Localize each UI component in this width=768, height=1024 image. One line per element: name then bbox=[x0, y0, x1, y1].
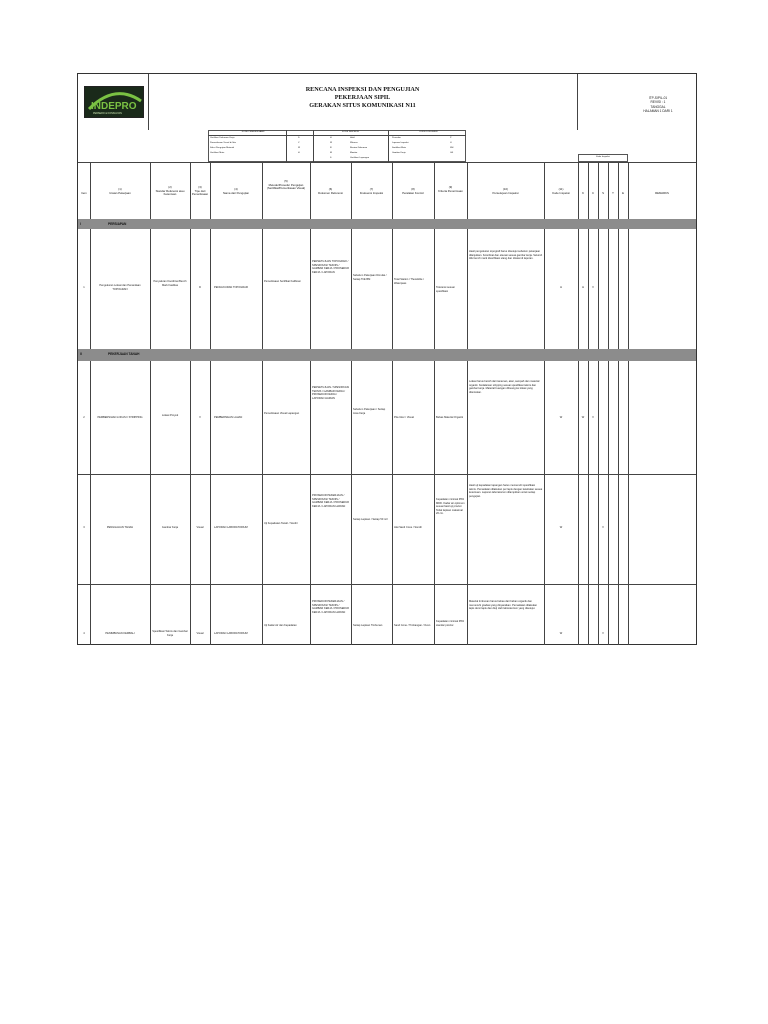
inspection-code-box-title: Kode Inspeksi bbox=[596, 156, 610, 158]
row3-tipe: Visual bbox=[196, 526, 204, 529]
legend-col2-item: Review Dokumen bbox=[350, 147, 368, 149]
col-header-k: K bbox=[582, 191, 584, 195]
row4-uraian: PENIMBUNAN KEMBALI bbox=[105, 632, 135, 635]
section-header: I PERSIAPAN bbox=[78, 219, 696, 229]
row3-frekuensi: Setiap Lapisan / Setiap 50 m3 bbox=[353, 518, 388, 521]
row4-tipe: Visual bbox=[196, 632, 204, 635]
row3-item: 3 bbox=[83, 526, 85, 529]
row1-dokumen: PERSETUJUAN TOPOGRAFI / SPESIFIKASI TEKNIS / GAMBAR KERJA / PROSEDUR KERJA / LAPORAN bbox=[312, 260, 350, 274]
legend-col2-item: Witness bbox=[350, 142, 358, 144]
row1-k: H bbox=[582, 286, 584, 289]
col-header-c: C bbox=[591, 191, 595, 195]
row1-peralatan: Total Station / Theodolite / Waterpass bbox=[394, 278, 424, 285]
col-header-dokumen: (6) Dokumen Referensi bbox=[318, 187, 343, 195]
col-header-kode: (11) Kode Inspeksi bbox=[552, 187, 570, 195]
legend-col3-item: Prosedur bbox=[392, 137, 401, 139]
col-header-tipe: (3) Tipe dari Pemeriksaan bbox=[191, 185, 209, 197]
row3-peralatan: Alat Sand Cone / Sondir bbox=[394, 526, 422, 529]
legend-col3-code: P bbox=[450, 137, 452, 139]
document-title bbox=[150, 86, 575, 111]
legend-col2-code: W bbox=[330, 142, 333, 144]
row3-uraian: PENGGALIAN TANAH bbox=[106, 526, 134, 529]
legend-col3-item: Laporan Inspeksi bbox=[392, 142, 409, 144]
logo-swoosh-icon bbox=[85, 87, 143, 117]
col-header-item: Item bbox=[81, 191, 87, 195]
meta-code: ITP-SIPIL-01 bbox=[648, 96, 668, 100]
row4-metode: Uji Kadar Air dan Kepadatan bbox=[264, 624, 297, 627]
col-header-t: T bbox=[612, 191, 614, 195]
row1-c: V bbox=[592, 286, 594, 289]
meta-date: TANGGAL bbox=[650, 104, 666, 109]
col-header-standar: (2) Standar Referensi atau Ketentuan bbox=[155, 185, 185, 197]
col-header-remarks: REMARKS bbox=[655, 191, 669, 195]
row1-nama: PENGUKURAN TOPOGRAFI bbox=[214, 286, 249, 289]
row2-item: 2 bbox=[83, 416, 85, 419]
row4-item: 4 bbox=[83, 632, 85, 635]
legend-col3-code: LI bbox=[450, 142, 452, 144]
meta-revision: REVISI : 1 bbox=[650, 100, 666, 105]
section-header: II PEKERJAAN TANAH bbox=[78, 349, 696, 361]
row2-dokumen: PERSETUJUAN / SPESIFIKASI TEKNIS / GAMBAR KERJA / PROSEDUR KERJA / LAPORAN HARIAN bbox=[312, 386, 350, 400]
col-header-metode: (5) Metode/Prosedur Pengujian (Sertifikat/Pemeriksaan Visual) bbox=[266, 179, 306, 191]
row1-kriteria: Toleransi sesuai spesifikasi bbox=[436, 286, 455, 293]
row4-peralatan: Sand Cone / Timbangan / Oven bbox=[394, 624, 431, 627]
legend-col1-item: Pemeriksaan Visual di Site bbox=[210, 142, 236, 144]
row2-k: W bbox=[581, 416, 585, 419]
row3-standar: Gambar Kerja bbox=[161, 526, 179, 529]
row1-tipe: D bbox=[199, 286, 201, 289]
legend-col2-item: Verifikasi Lapangan bbox=[350, 157, 370, 159]
row2-standar: Lokasi Proyek bbox=[161, 414, 179, 417]
legend-col1-item: Verifikasi Dokumen Kerja bbox=[210, 137, 235, 139]
legend-col1-code: D bbox=[298, 137, 300, 139]
legend-col3-code: GK bbox=[450, 152, 454, 154]
legend-col1-code: W bbox=[298, 147, 301, 149]
legend-col2-title: KODE INSPEKSI bbox=[342, 131, 359, 133]
legend-col1-title: KODE PEMERIKSAAN bbox=[241, 131, 265, 133]
legend-col2-item: Hold bbox=[350, 137, 355, 139]
row1-frekuensi: Sebelum Pekerjaan Dimulai / Setiap Titik BM bbox=[353, 274, 387, 281]
row2-frekuensi: Sebelum Pekerjaan / Setiap Area Kerja bbox=[353, 408, 386, 415]
legend-col3-item: Gambar Kerja bbox=[392, 152, 406, 154]
col-header-e: E bbox=[622, 191, 624, 195]
row1-persetujuan: Hasil pengukuran topografi harus disetujui sebelum pekerjaan dilanjutkan. Koordinat dan elevasi sesuai gambar kerja. Seluruh titik bench mark diverifikasi ulang dan dicatat di laporan. bbox=[469, 250, 543, 260]
legend-col2-code: R bbox=[330, 147, 332, 149]
row3-dokumen: PROSEDUR PEKERJAAN / SPESIFIKASI TEKNIS / GAMBAR KERJA / PROSEDUR KERJA / LAPORAN HARIAN bbox=[312, 494, 350, 508]
legend-col2-code: S bbox=[330, 157, 332, 159]
row3-kode: W bbox=[559, 526, 563, 529]
row2-peralatan: Pita Ukur / Visual bbox=[394, 416, 414, 419]
row4-dokumen: PROSEDUR PEKERJAAN / SPESIFIKASI TEKNIS / GAMBAR KERJA / PROSEDUR KERJA / LAPORAN HARIAN bbox=[312, 600, 350, 614]
col-header-s: S bbox=[602, 191, 604, 195]
row4-persetujuan: Material timbunan harus bebas dari bahan organik dan memenuhi gradasi yang disyaratkan. Pemadatan dilakukan lapis demi lapis dan diuji oleh laboratorium yang disetujui. bbox=[469, 600, 538, 610]
row1-metode: Pemeriksaan Sertifikat Kalibrasi bbox=[264, 280, 301, 283]
row4-kode: W bbox=[559, 632, 563, 635]
row4-frekuensi: Setiap Lapisan Timbunan bbox=[353, 624, 383, 627]
row2-kriteria: Bebas Material Organik bbox=[436, 416, 464, 419]
legend-col3-title: KODE DOKUMEN bbox=[419, 131, 438, 133]
col-header-persetujuan: (10) Persetujuan Inspeksi bbox=[492, 187, 519, 195]
row1-item: 1 bbox=[83, 286, 85, 289]
row1-uraian: Pengukuran Lokasi dan Penandaan TOPOGRAFI bbox=[99, 284, 141, 291]
row3-nama: LAPORAN LABORATORIUM bbox=[214, 526, 248, 529]
row3-metode: Uji Kepadatan Tanah / Sondir bbox=[264, 522, 298, 525]
row2-metode: Pemeriksaan Visual Lapangan bbox=[264, 412, 300, 415]
row1-kode: H bbox=[560, 286, 562, 289]
svg-text:INDEPRO: INDEPRO bbox=[91, 101, 137, 112]
row2-kode: W bbox=[559, 416, 563, 419]
col-header-frekuensi: (7) Frekuensi Inspeksi bbox=[359, 187, 384, 195]
legend-col1-item: Saksi Pengujian Material bbox=[210, 147, 235, 149]
legend-col3-code: SM bbox=[450, 147, 454, 149]
col-header-kriteria: (9) Kriteria Penerimaan bbox=[438, 185, 463, 193]
row4-kriteria: Kepadatan minimal 95% standar proctor. bbox=[436, 620, 465, 627]
meta-page: HALAMAN 1 DARI 1 bbox=[643, 109, 673, 114]
row2-nama: PEMBERSIHAN LAHAN bbox=[214, 416, 243, 419]
row4-standar: Spesifikasi Teknis dan Gambar Kerja bbox=[152, 630, 188, 637]
col-header-uraian: (1) Uraian Pekerjaan bbox=[109, 187, 131, 195]
row1-standar: Penyaluran Koordinat Bench Mark Fasilitas bbox=[153, 280, 187, 287]
legend-col1-code: H bbox=[298, 152, 300, 154]
legend-col2-code: M bbox=[330, 152, 332, 154]
col-header-peralatan: (8) Peralatan Kontrol bbox=[402, 187, 424, 195]
title-line-2: PEKERJAAN SIPIL bbox=[334, 94, 391, 102]
title-line-3: GERAKAN SITUS KOMUNIKASI N11 bbox=[309, 102, 416, 110]
row4-s: V bbox=[602, 632, 604, 635]
legend-col1-item: Verifikasi Mutu bbox=[210, 152, 225, 154]
row3-s: V bbox=[602, 526, 604, 529]
col-header-nama: (4) Nama dari Pengujian bbox=[222, 187, 250, 195]
row3-kriteria: Kepadatan minimal 95% MDD. Kadar air optimum sesuai hasil uji proctor. Tebal lapisan maksimal 20 cm. bbox=[436, 498, 465, 515]
row2-persetujuan: Lokasi harus bersih dari tanaman, akar, sampah dan material organik. Kedalaman stripping sesuai spesifikasi teknis dan gambar kerja. Material buangan dibuang ke lokasi yang ditentukan. bbox=[469, 380, 540, 394]
document-meta bbox=[623, 96, 693, 114]
legend-col3-item: Sertifikat Mutu bbox=[392, 147, 406, 149]
legend-col2-code: H bbox=[330, 137, 332, 139]
itp-document bbox=[77, 73, 697, 645]
title-line-1: RENCANA INSPEKSI DAN PENGUJIAN bbox=[305, 86, 420, 93]
row2-c: V bbox=[592, 416, 594, 419]
legend-col2-item: Monitor bbox=[350, 152, 358, 154]
row2-uraian: PEMBERSIHAN LOKASI / STRIPPING bbox=[97, 416, 143, 419]
row2-tipe: V bbox=[199, 416, 201, 419]
row4-nama: LAPORAN LABORATORIUM bbox=[214, 632, 248, 635]
row3-persetujuan: Hasil uji kepadatan lapangan harus memenuhi spesifikasi teknis. Pemadatan dilakukan per lapis dengan ketebalan sesuai ketentuan. Laporan laboratorium dilampirkan untuk setiap pengujian. bbox=[469, 484, 543, 498]
company-logo bbox=[84, 86, 144, 118]
svg-text:PERSERO & KONSULTAN: PERSERO & KONSULTAN bbox=[93, 112, 122, 115]
legend-col1-code: V bbox=[298, 142, 300, 144]
